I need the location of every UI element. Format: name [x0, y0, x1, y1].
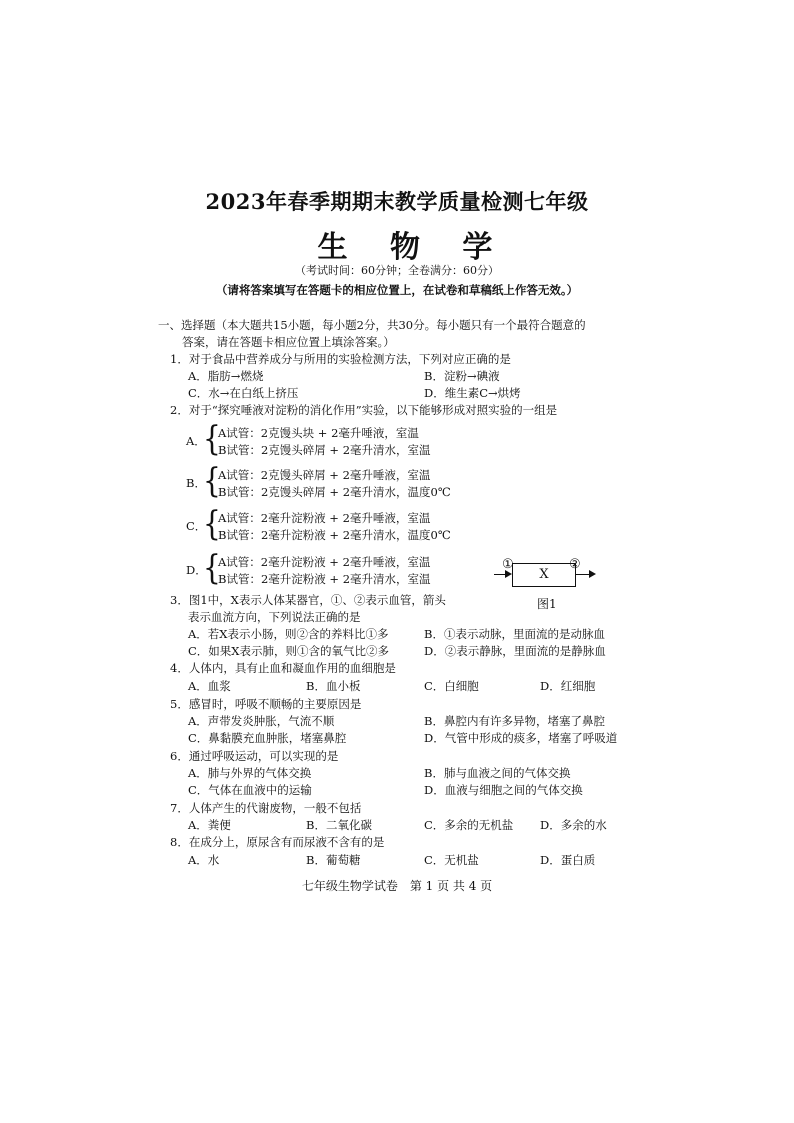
q1-option-c: C．水→在白纸上挤压 [188, 386, 299, 400]
section-intro-line2: 答案，请在答题卡相应位置上填涂答案。） [182, 335, 395, 349]
q6-option-d: D．血液与细胞之间的气体交换 [424, 783, 583, 797]
q8-stem: 8．在成分上，原尿含有而尿液不含有的是 [170, 835, 385, 849]
q5-option-d: D．气管中形成的痰多，堵塞了呼吸道 [424, 731, 618, 745]
q7-option-c: C．多余的无机盐 [424, 818, 514, 832]
q2-option-d-line1: A试管：2毫升淀粉液 + 2毫升唾液，室温 [218, 555, 431, 569]
brace-icon: { [203, 503, 221, 544]
q2-option-c-line1: A试管：2毫升淀粉液 + 2毫升唾液，室温 [218, 511, 431, 525]
q8-option-c: C．无机盐 [424, 853, 479, 867]
q6-option-b: B．肺与血液之间的气体交换 [424, 766, 571, 780]
q4-option-a: A．血浆 [188, 679, 231, 693]
q2-option-a-line2: B试管：2克馒头碎屑 + 2毫升清水，室温 [218, 443, 431, 457]
q8-option-d: D．蛋白质 [540, 853, 596, 867]
q2-stem: 2．对于“探究唾液对淀粉的消化作用”实验，以下能够形成对照实验的一组是 [170, 403, 558, 417]
exam-title: 2023年春季期期末教学质量检测七年级 [205, 189, 589, 214]
figure-organ-x: X [512, 563, 576, 587]
q2-option-b-label: B． [186, 476, 206, 490]
page-footer: 七年级生物学试卷 第 1 页 共 4 页 [301, 879, 493, 893]
q6-stem: 6．通过呼吸运动，可以实现的是 [170, 749, 339, 763]
q2-option-b-line2: B试管：2克馒头碎屑 + 2毫升清水，温度0℃ [218, 485, 451, 499]
figure-vessel-2: ② [569, 557, 581, 572]
figure-vessel-1: ① [502, 557, 514, 572]
q5-stem: 5．感冒时，呼吸不顺畅的主要原因是 [170, 697, 362, 711]
q5-option-a: A．声带发炎肿胀，气流不顺 [188, 714, 335, 728]
q2-option-c-line2: B试管：2毫升淀粉液 + 2毫升清水，温度0℃ [218, 528, 451, 542]
q3-option-a: A．若X表示小肠，则②含的养料比①多 [188, 627, 389, 641]
q1-stem: 1．对于食品中营养成分与所用的实验检测方法，下列对应正确的是 [170, 352, 511, 366]
arrow-right-icon [589, 570, 596, 578]
q1-option-d: D．维生素C→烘烤 [424, 386, 521, 400]
q2-option-a-line1: A试管：2克馒头块 + 2毫升唾液，室温 [218, 426, 419, 440]
brace-icon: { [203, 547, 221, 588]
q2-option-d-label: D． [186, 563, 207, 577]
answer-notice: （请将答案填写在答题卡的相应位置上，在试卷和草稿纸上作答无效。） [215, 283, 579, 297]
q8-option-b: B．葡萄糖 [306, 853, 361, 867]
q8-option-a: A．水 [188, 853, 220, 867]
q7-option-a: A．粪便 [188, 818, 231, 832]
q3-option-c: C．如果X表示肺，则①含的氧气比②多 [188, 644, 389, 658]
q3-stem-line2: 表示血流方向，下列说法正确的是 [188, 610, 361, 624]
q5-option-c: C．鼻黏膜充血肿胀，堵塞鼻腔 [188, 731, 347, 745]
q2-option-a-label: A． [186, 434, 206, 448]
q6-option-a: A．肺与外界的气体交换 [188, 766, 312, 780]
q3-option-b: B．①表示动脉，里面流的是动脉血 [424, 627, 605, 641]
q7-option-d: D．多余的水 [540, 818, 607, 832]
exam-info: （考试时间：60分钟；全卷满分：60分） [295, 264, 499, 277]
q7-stem: 7．人体产生的代谢废物，一般不包括 [170, 801, 362, 815]
q4-option-b: B．血小板 [306, 679, 361, 693]
brace-icon: { [203, 418, 221, 459]
q4-stem: 4．人体内，具有止血和凝血作用的血细胞是 [170, 661, 396, 675]
q2-option-d-line2: B试管：2毫升淀粉液 + 2毫升清水，室温 [218, 572, 431, 586]
q4-option-c: C．白细胞 [424, 679, 479, 693]
q2-option-b-line1: A试管：2克馒头碎屑 + 2毫升唾液，室温 [218, 468, 431, 482]
figure-caption: 图1 [537, 597, 557, 611]
section-intro-line1: 一、选择题（本大题共15小题，每小题2分，共30分。每小题只有一个最符合题意的 [158, 318, 586, 332]
subject-title: 生 物 学 [317, 230, 509, 265]
q3-stem-line1: 3．图1中，X表示人体某器官，①、②表示血管，箭头 [170, 593, 446, 607]
q4-option-d: D．红细胞 [540, 679, 596, 693]
q1-option-a: A．脂肪→燃烧 [188, 369, 264, 383]
q7-option-b: B．二氧化碳 [306, 818, 372, 832]
q3-option-d: D．②表示静脉，里面流的是静脉血 [424, 644, 606, 658]
q2-option-c-label: C． [186, 519, 207, 533]
q1-option-b: B．淀粉→碘液 [424, 369, 500, 383]
q6-option-c: C．气体在血液中的运输 [188, 783, 312, 797]
q5-option-b: B．鼻腔内有许多异物，堵塞了鼻腔 [424, 714, 605, 728]
brace-icon: { [203, 460, 221, 501]
